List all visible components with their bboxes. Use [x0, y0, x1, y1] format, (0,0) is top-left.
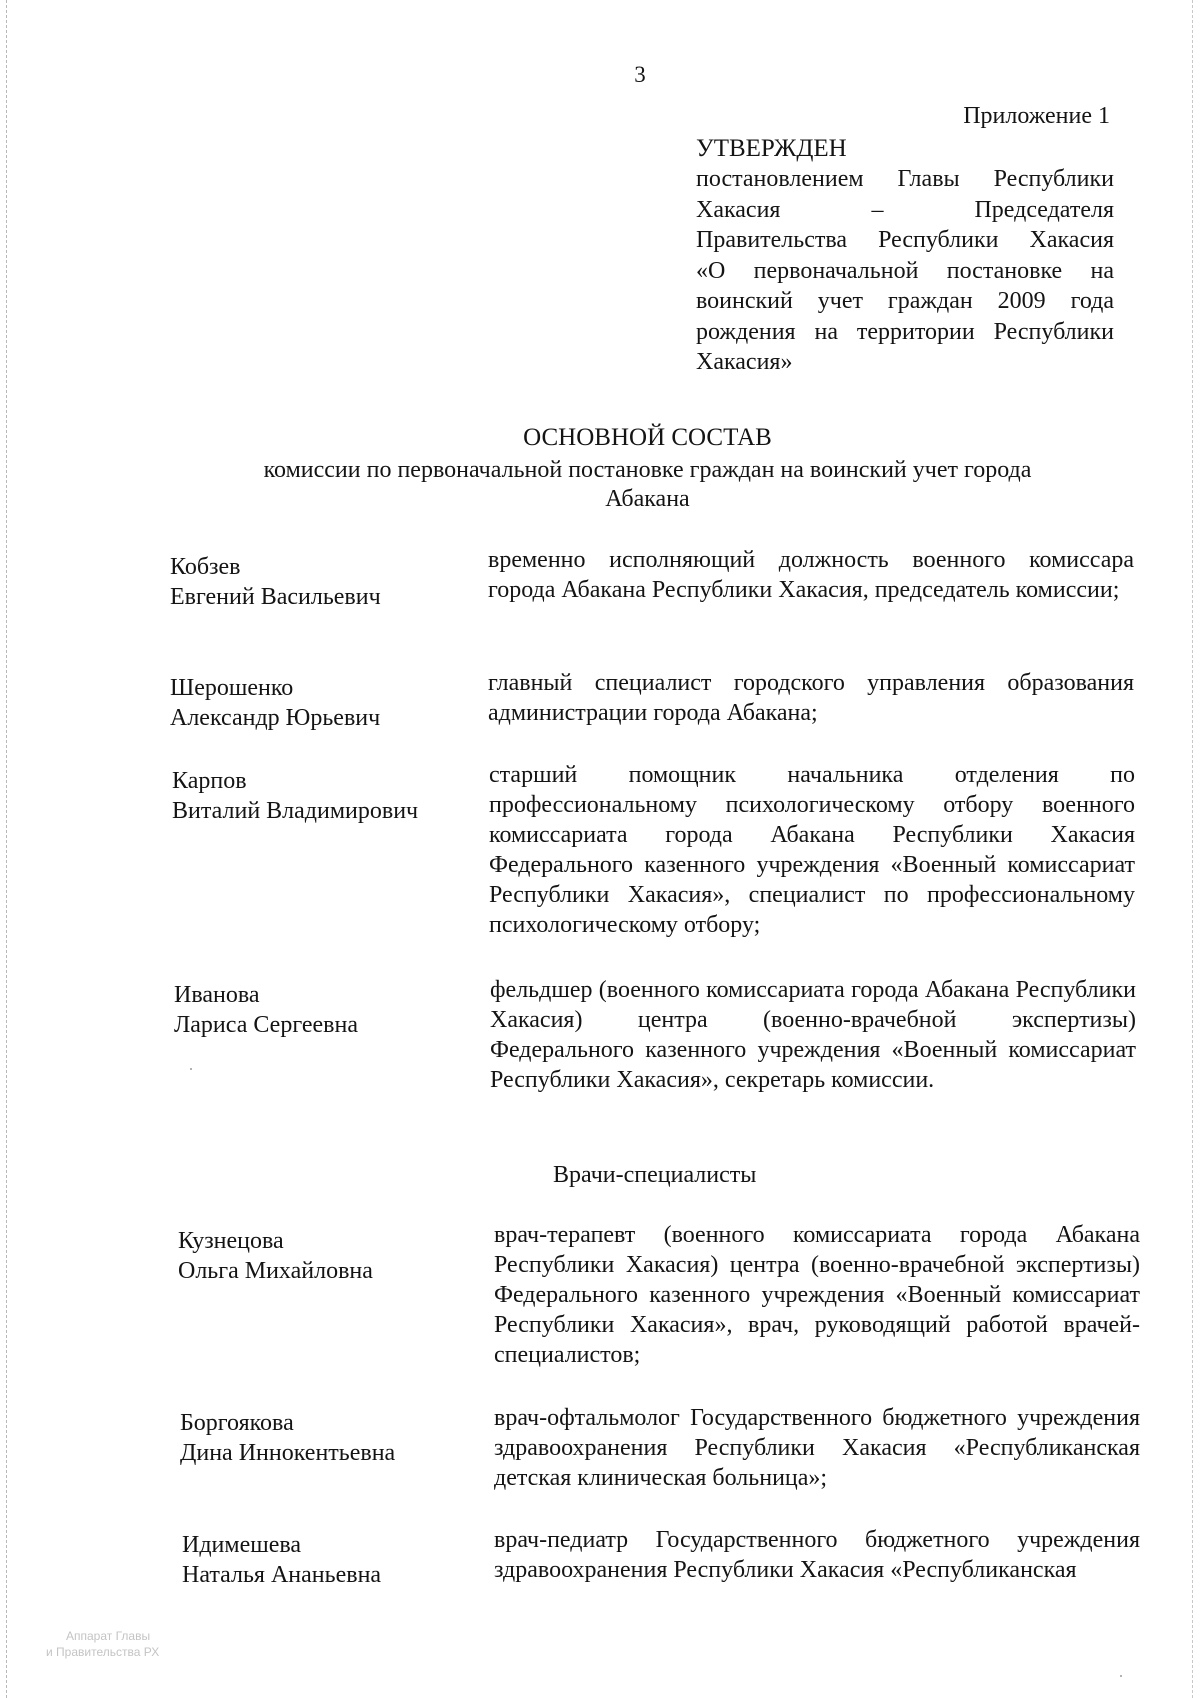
member-name: [174, 980, 474, 1040]
member-name: [170, 552, 470, 612]
doctor-description: врач-педиатр Государственного бюджетного учреждения здравоохранения Республики Хакасия «Республиканская: [494, 1527, 1140, 1583]
doctor-surname: Боргоякова: [180, 1410, 294, 1436]
document-heading: ОСНОВНОЙ СОСТАВ: [523, 424, 772, 451]
scan-edge-left: [6, 0, 8, 1698]
doctor-name: [178, 1226, 478, 1286]
member-description: старший помощник начальника отделения по профессиональному психологическому отбору военного комиссариата города Абакана Республики Хакасия Федерального казенного учреждения «Военный комиссариат Республики Хакасия», специалист по профессиональному психологическому отбору;: [489, 762, 1135, 938]
approval-line: Хакасия – Председателя: [696, 196, 1114, 223]
approval-line: «О первоначальной постановке на: [696, 257, 1114, 284]
member-description: главный специалист городского управления образования администрации города Абакана;: [488, 670, 1134, 726]
stamp-line: и Правительства РХ: [46, 1645, 160, 1659]
member-surname: Кобзев: [170, 554, 241, 580]
document-subheading: [150, 456, 1145, 514]
doctor-description: врач-офтальмолог Государственного бюджетного учреждения здравоохранения Республики Хакасия «Республиканская детская клиническая больница»;: [494, 1405, 1140, 1491]
scan-speck: [1120, 1675, 1122, 1677]
member-name: [172, 766, 472, 826]
stamp-line: Аппарат Главы: [66, 1629, 151, 1643]
approval-line: постановлением Главы Республики: [696, 166, 1114, 192]
member-surname: Карпов: [172, 768, 247, 794]
appendix-label: Приложение 1: [963, 103, 1110, 129]
scan-edge-right: [1192, 0, 1194, 1698]
member-given-name: Александр Юрьевич: [170, 705, 381, 731]
approval-line: Правительства Республики Хакасия: [696, 227, 1114, 253]
approval-line: рождения на территории Республики: [696, 318, 1114, 345]
member-description: фельдшер (военного комиссариата города Абакана Республики Хакасия) центра (военно-врачебной экспертизы) Федерального казенного учреждения «Военный комиссариат Республики Хакасия», секретарь комиссии.: [490, 977, 1136, 1093]
doctor-surname: Кузнецова: [178, 1228, 284, 1254]
subheading-line: Абакана: [605, 486, 690, 512]
approval-line: воинский учет граждан 2009 года: [696, 288, 1114, 314]
member-given-name: Виталий Владимирович: [172, 798, 419, 824]
doctor-name: [180, 1408, 480, 1468]
member-description: временно исполняющий должность военного комиссара города Абакана Республики Хакасия, председатель комиссии;: [488, 547, 1134, 603]
approval-text: [696, 164, 1114, 378]
page-number: 3: [634, 62, 646, 87]
doctor-given-name: Ольга Михайловна: [178, 1258, 373, 1284]
scan-speck: [190, 1068, 192, 1070]
approval-title: УТВЕРЖДЕН: [696, 135, 847, 162]
doctors-section-title: Врачи-специалисты: [553, 1162, 757, 1188]
member-surname: Иванова: [174, 982, 260, 1008]
member-given-name: Лариса Сергеевна: [174, 1012, 358, 1038]
stamp-text: [46, 1628, 206, 1660]
member-name: [170, 673, 470, 733]
doctor-name: [182, 1530, 482, 1590]
doctor-description: врач-терапевт (военного комиссариата города Абакана Республики Хакасия) центра (военно-врачебной экспертизы) Федерального казенного учреждения «Военный комиссариат Республики Хакасия», врач, руководящий работой врачей-специалистов;: [494, 1222, 1140, 1368]
doctor-surname: Идимешева: [182, 1532, 302, 1558]
subheading-line: комиссии по первоначальной постановке граждан на воинский учет города: [263, 457, 1032, 483]
member-given-name: Евгений Васильевич: [170, 584, 381, 610]
member-surname: Шерошенко: [170, 675, 294, 701]
doctor-given-name: Дина Иннокентьевна: [180, 1440, 396, 1466]
doctor-given-name: Наталья Ананьевна: [182, 1562, 382, 1588]
approval-line: Хакасия»: [696, 349, 793, 375]
